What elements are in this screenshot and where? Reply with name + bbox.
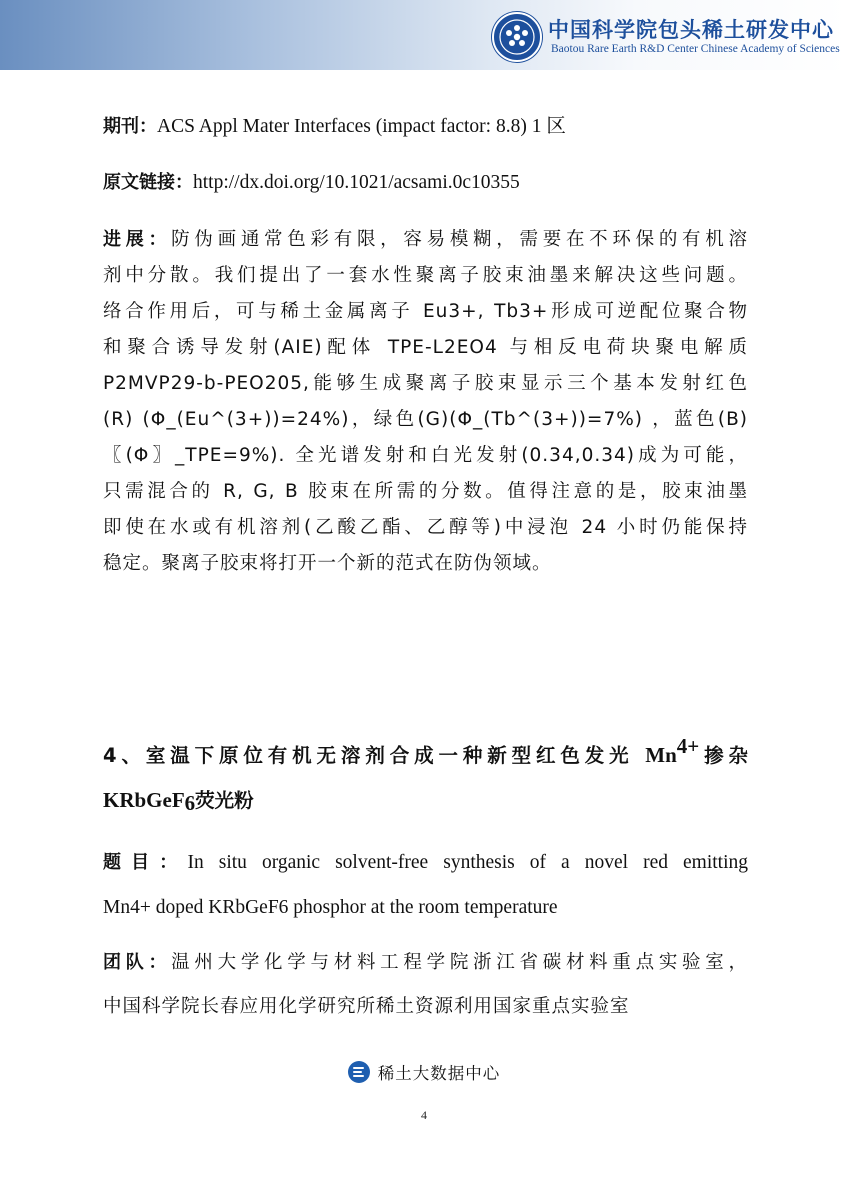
page-number: 4 <box>421 1108 427 1122</box>
progress-line-5: P2MVP29-b-PEO205,能够生成聚离子胶束显示三个基本发射红色 <box>103 373 748 394</box>
progress-line-2: 剂中分散。我们提出了一套水性聚离子胶束油墨来解决这些问题。 <box>103 265 748 286</box>
journal-line <box>103 115 566 139</box>
title-line-1: 题目：In situ organic solvent-free synthesis of a novel red emitting <box>103 852 749 873</box>
footer-text: 稀土大数据中心 <box>377 1064 501 1083</box>
cas-logo-icon <box>492 12 542 62</box>
footer <box>0 1060 848 1088</box>
org-name-en: Baotou Rare Earth R&D Center Chinese Academy of Sciences <box>551 43 840 55</box>
title-label: 题目： <box>103 852 188 873</box>
team-label: 团队： <box>103 952 172 973</box>
team-line-2: 中国科学院长春应用化学研究所稀土资源利用国家重点实验室 <box>103 996 630 1017</box>
section-heading-line-1: 4、室温下原位有机无溶剂合成一种新型红色发光 $Mn^{4+}$掺杂 <box>103 734 748 767</box>
progress-line-6: (R) (Φ_(Eu^(3+))=24%)，绿色(G)(Φ_(Tb^(3+))=7%) ，蓝色(B) <box>103 409 748 430</box>
big-data-center-icon <box>348 1061 370 1083</box>
progress-line-8: 只需混合的 R, G, B 胶束在所需的分数。值得注意的是，胶束油墨 <box>103 481 748 502</box>
org-name-cn: 中国科学院包头稀土研发中心 <box>548 18 834 42</box>
progress-line-3: 络合作用后，可与稀土金属离子 Eu3+, Tb3+形成可逆配位聚合物 <box>103 301 748 322</box>
progress-label: 进展： <box>103 229 172 250</box>
title-line-2: Mn4+ doped KRbGeF6 phosphor at the room temperature <box>103 897 558 918</box>
link-line <box>103 171 520 195</box>
progress-line-10: 稳定。聚离子胶束将打开一个新的范式在防伪领域。 <box>103 553 552 574</box>
progress-line-4: 和聚合诱导发射(AIE)配体 TPE-L2EO4 与相反电荷块聚电解质 <box>103 337 748 358</box>
link-label: 原文链接： <box>103 172 193 193</box>
progress-line-9: 即使在水或有机溶剂(乙酸乙酯、乙醇等)中浸泡 24 小时仍能保持 <box>103 517 748 538</box>
progress-line-1: 进展：防伪画通常色彩有限，容易模糊，需要在不环保的有机溶 <box>103 229 748 250</box>
team-line-1: 团队：温州大学化学与材料工程学院浙江省碳材料重点实验室， <box>103 952 748 973</box>
progress-line-7: 〖(Φ〗_TPE=9%). 全光谱发射和白光发射(0.34,0.34)成为可能， <box>103 445 748 466</box>
link-value[interactable]: http://dx.doi.org/10.1021/acsami.0c10355 <box>193 172 520 193</box>
journal-label: 期刊： <box>103 116 157 137</box>
section-heading-line-2: KRbGeF$_6$荧光粉 <box>103 788 254 815</box>
journal-value: ACS Appl Mater Interfaces (impact factor: 8.8) 1 区 <box>157 116 566 137</box>
